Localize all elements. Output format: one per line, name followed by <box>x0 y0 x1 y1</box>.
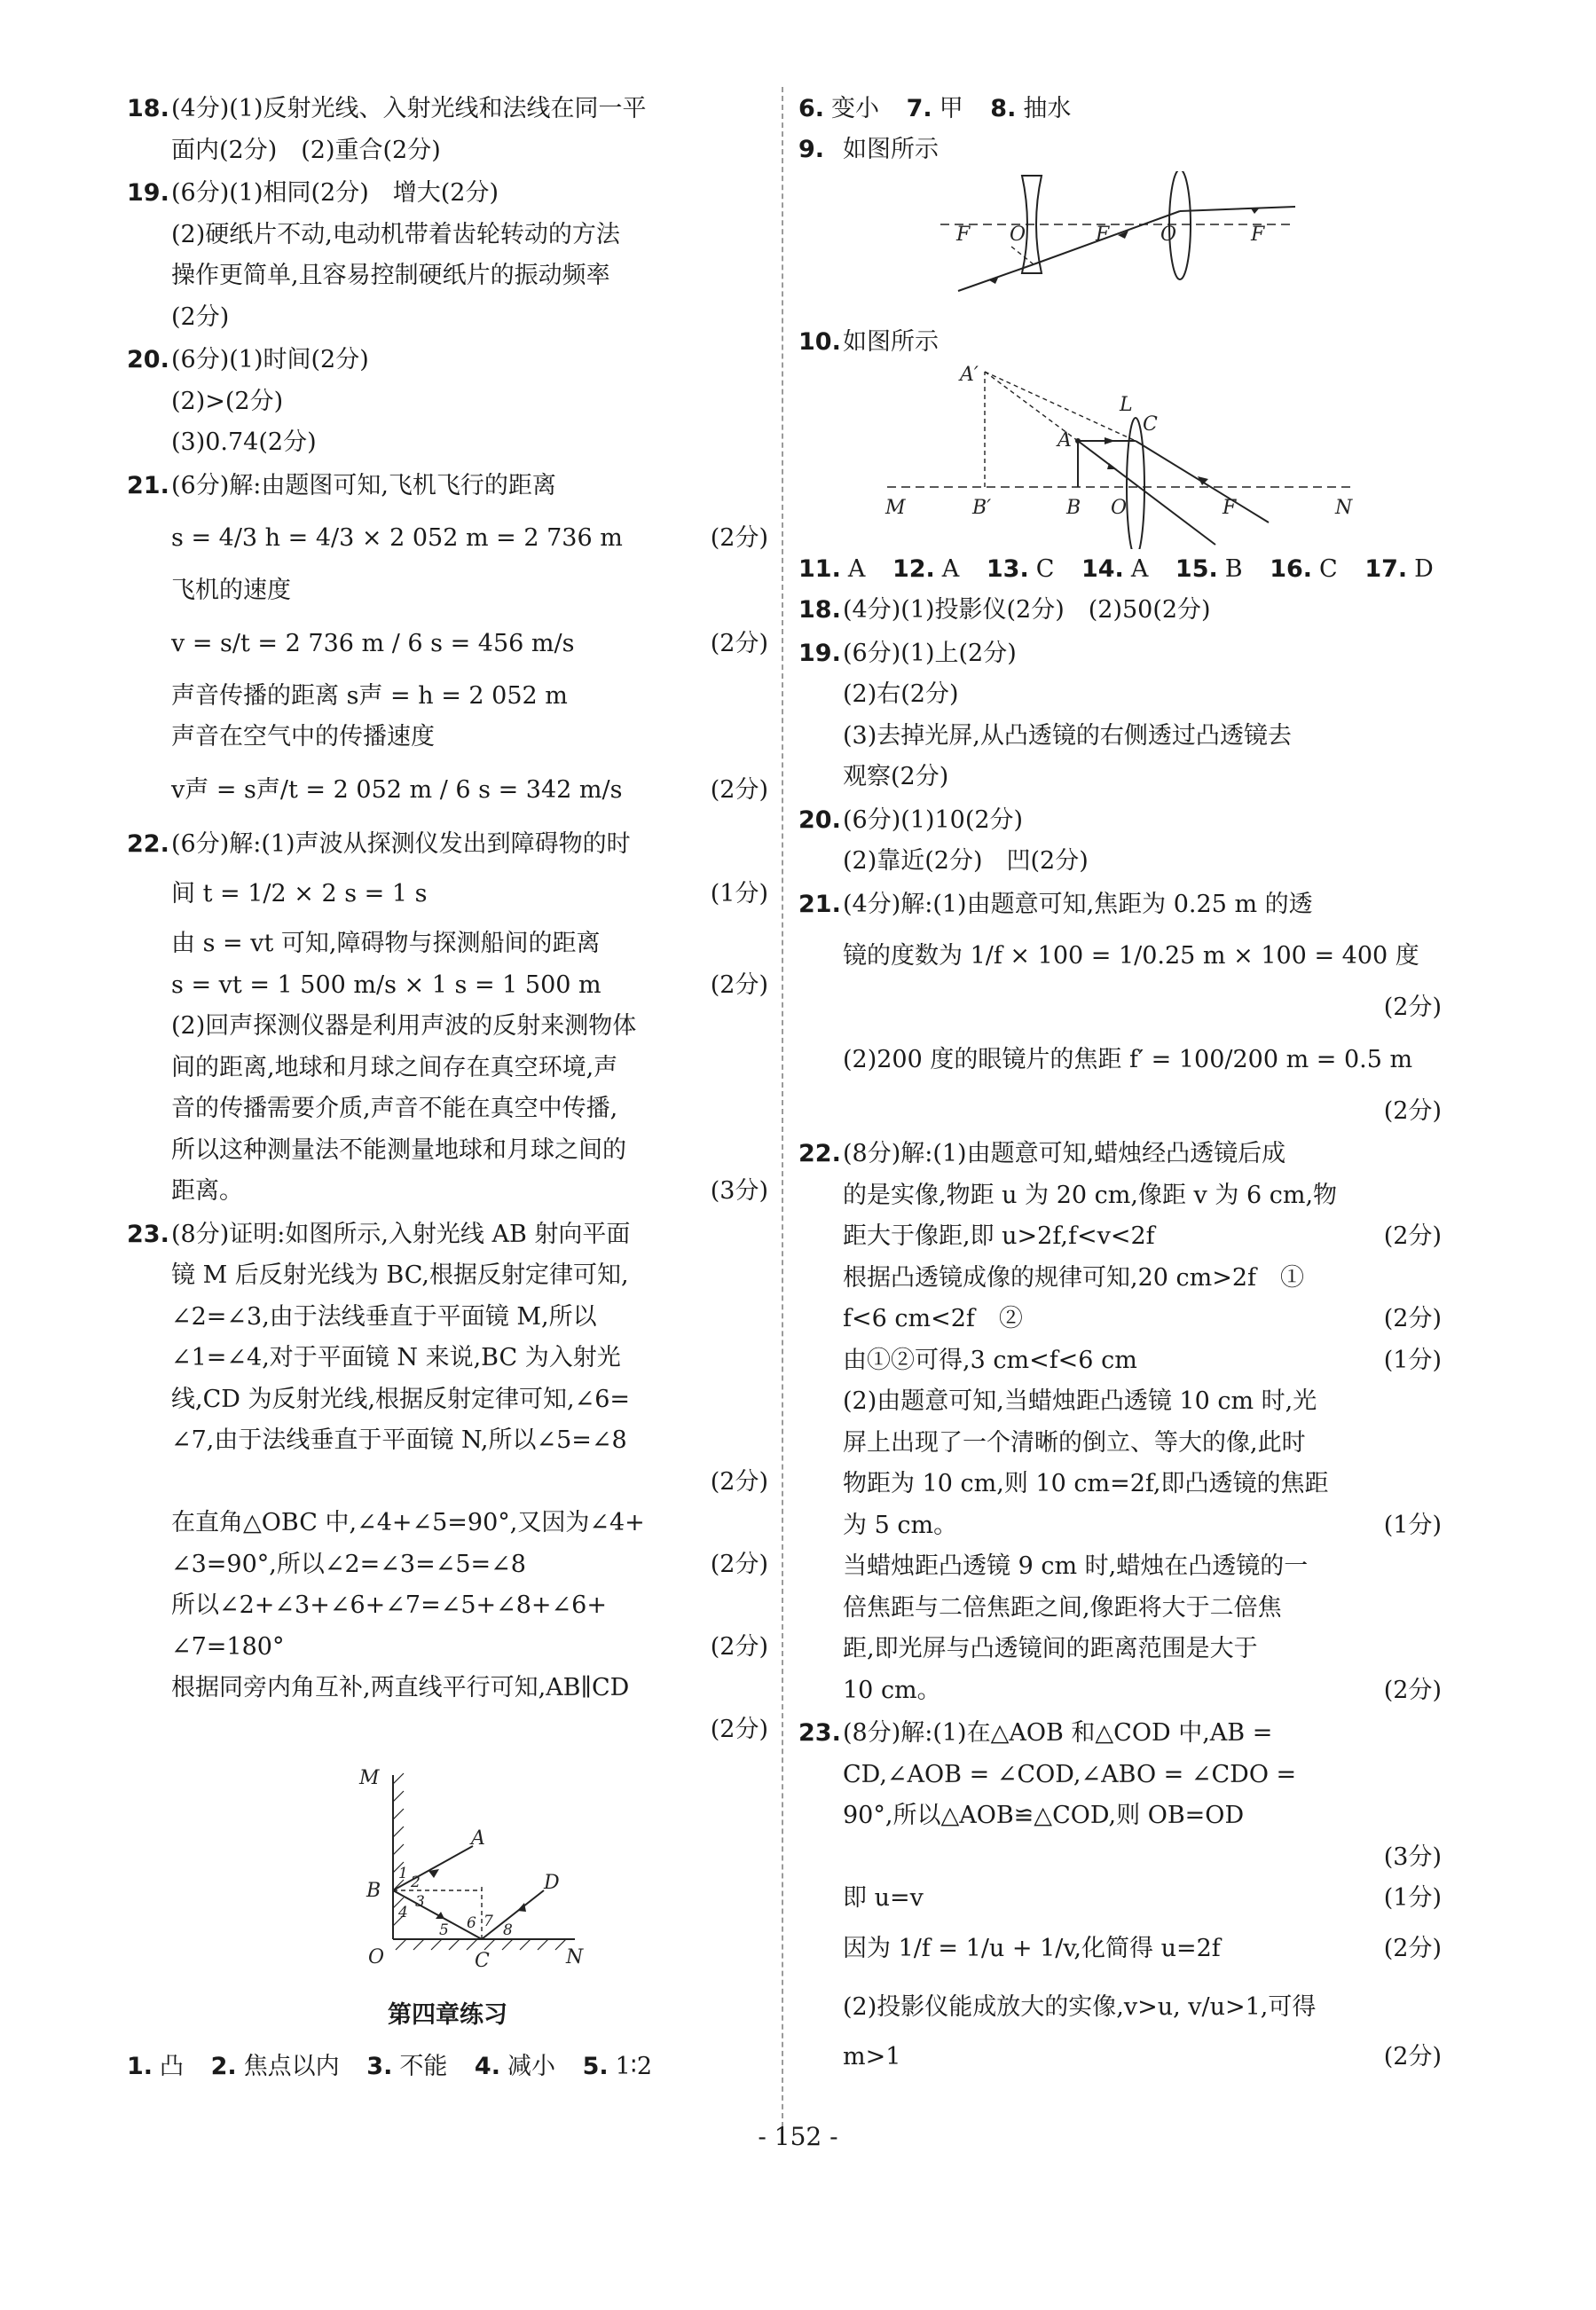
points: (2分) <box>1383 1096 1442 1125</box>
question-number: 23. <box>127 1220 169 1248</box>
points: (2分) <box>710 524 768 552</box>
question-number: 17. <box>1364 555 1408 583</box>
answer-text: 面内(2分) (2)重合(2分) <box>171 136 441 164</box>
mc-answers-11-17 <box>798 549 1442 590</box>
question-number: 11. <box>798 555 841 583</box>
answer-18-left <box>127 89 768 171</box>
answer-text: (6分)解:由题图可知,飞机飞行的距离 <box>171 471 556 499</box>
answer-19-left <box>127 173 768 338</box>
answer: 不能 <box>399 2053 448 2080</box>
angle-1: 1 <box>398 1865 408 1882</box>
answer-text: (6分)解:(1)声波从探测仪发出到障碍物的时 <box>171 829 631 858</box>
label-f: F <box>1251 223 1265 246</box>
points: (2分) <box>710 1550 768 1578</box>
angle-7: 7 <box>484 1913 493 1930</box>
equation: (2)投影仪能成放大的实像,v>u, v/u>1,可得 <box>843 1992 1317 2021</box>
answer-text: 间的距离,地球和月球之间存在真空环境,声 <box>171 1053 618 1081</box>
answer: 减小 <box>507 2053 555 2080</box>
points: (2分) <box>1383 1222 1442 1250</box>
equation: 因为 1/f = 1/u + 1/v,化简得 u=2f <box>843 1934 1221 1962</box>
lens-figure-10 <box>798 363 1442 549</box>
answer-text: ∠2=∠3,由于法线垂直于平面镜 M,所以 <box>171 1302 597 1331</box>
equation: 镜的度数为 1/f × 100 = 1/0.25 m × 100 = 400 度 <box>843 942 1419 970</box>
points: (2分) <box>1383 2042 1442 2070</box>
answer-text: (3)0.74(2分) <box>171 428 317 456</box>
label-b: B <box>366 1880 381 1902</box>
points: (2分) <box>710 1467 768 1496</box>
label-n: N <box>566 1946 584 1968</box>
answer-text: 线,CD 为反射光线,根据反射定律可知,∠6= <box>171 1385 631 1413</box>
answer-text: (8分)解:(1)由题意可知,蜡烛经凸透镜后成 <box>843 1140 1286 1167</box>
answer-text: 所以∠2+∠3+∠6+∠7=∠5+∠8+∠6+ <box>171 1591 607 1619</box>
answer-text: (6分)(1)10(2分) <box>843 805 1024 834</box>
points: (2分) <box>710 1715 768 1743</box>
answer-22-left <box>127 824 768 1213</box>
question-number: 20. <box>127 346 169 373</box>
angle-5: 5 <box>439 1921 449 1939</box>
answer-22-right <box>798 1134 1442 1711</box>
question-number: 2. <box>210 2053 237 2080</box>
label-a: A <box>471 1827 485 1850</box>
answer-20-right <box>798 800 1442 883</box>
question-number: 6. <box>798 95 825 122</box>
answer: 甲 <box>939 95 963 122</box>
answer-text: 倍焦距与二倍焦距之间,像距将大于二倍焦 <box>843 1593 1282 1622</box>
answer-23-left <box>127 1214 768 1751</box>
points: (2分) <box>710 970 768 999</box>
answer-text: (4分)(1)反射光线、入射光线和法线在同一平 <box>171 95 647 122</box>
label-f: F <box>1096 223 1110 246</box>
answer-text: 距,即光屏与凸透镜间的距离范围是大于 <box>843 1635 1258 1662</box>
question-number: 19. <box>127 179 169 207</box>
answer-19-right <box>798 633 1442 798</box>
points: (2分) <box>1383 994 1442 1021</box>
answer-text: 为 5 cm。 <box>843 1511 958 1539</box>
answer-text: 90°,所以△AOB≌△COD,则 OB=OD <box>843 1802 1245 1829</box>
equation: s = 4/3 h = 4/3 × 2 052 m = 2 736 m <box>171 524 623 552</box>
answer-text: 根据凸透镜成像的规律可知,20 cm>2f ① <box>843 1263 1305 1292</box>
question-number: 16. <box>1270 555 1313 583</box>
answer: C <box>1035 555 1055 583</box>
answer: B <box>1224 555 1243 583</box>
answer-text: 由 s = vt 可知,障碍物与探测船间的距离 <box>171 930 601 957</box>
points: (1分) <box>710 880 768 908</box>
answer-23-right <box>798 1713 1442 2078</box>
label-n: N <box>1335 497 1353 519</box>
label-o: O <box>368 1946 385 1968</box>
answer-20-left <box>127 340 768 464</box>
answer-18-right <box>798 590 1442 632</box>
question-number: 8. <box>990 95 1017 122</box>
answer-text: (6分)(1)时间(2分) <box>171 346 369 373</box>
points: (1分) <box>1383 1346 1442 1374</box>
answer-text: 物距为 10 cm,则 10 cm=2f,即凸透镜的焦距 <box>843 1470 1329 1497</box>
answer-text: 即 u=v <box>843 1884 924 1912</box>
label-o: O <box>1111 497 1128 519</box>
angle-8: 8 <box>503 1921 513 1939</box>
points: (2分) <box>1383 1934 1442 1962</box>
answer-text: 声音在空气中的传播速度 <box>171 723 435 750</box>
question-number: 20. <box>798 805 841 834</box>
question-number: 12. <box>892 555 935 583</box>
answer-text: (6分)(1)相同(2分) 增大(2分) <box>171 179 499 207</box>
answer-text: ∠1=∠4,对于平面镜 N 来说,BC 为入射光 <box>171 1344 621 1371</box>
column-divider <box>782 87 783 2145</box>
label-c: C <box>1143 413 1158 436</box>
question-number: 19. <box>798 639 841 667</box>
equation: v声 = s声/t = 2 052 m / 6 s = 342 m/s <box>171 775 623 804</box>
equation: 间 t = 1/2 × 2 s = 1 s <box>171 880 428 908</box>
equation: s = vt = 1 500 m/s × 1 s = 1 500 m <box>171 970 601 999</box>
question-number: 7. <box>906 95 932 122</box>
points: (2分) <box>1383 1305 1442 1332</box>
question-number: 5. <box>582 2053 609 2080</box>
answer-text: CD,∠AOB = ∠COD,∠ABO = ∠CDO = <box>843 1760 1297 1788</box>
answer: D <box>1414 555 1434 583</box>
label-f: F <box>1223 497 1237 519</box>
angle-2: 2 <box>411 1874 421 1891</box>
question-number: 22. <box>127 829 169 858</box>
answer-text: (2)>(2分) <box>171 387 284 415</box>
points: (1分) <box>1383 1884 1442 1912</box>
answer-21-left <box>127 466 768 822</box>
answer-text: (4分)(1)投影仪(2分) (2)50(2分) <box>843 596 1211 624</box>
answer-text: (2)回声探测仪器是利用声波的反射来测物体 <box>171 1012 637 1040</box>
points: (3分) <box>710 1177 768 1205</box>
left-column <box>127 89 768 2087</box>
question-number: 14. <box>1081 555 1124 583</box>
label-a-prime: A′ <box>960 364 979 386</box>
question-number: 1. <box>127 2053 153 2080</box>
answer: 1∶2 <box>615 2053 652 2080</box>
answer: 凸 <box>160 2053 185 2080</box>
angle-3: 3 <box>415 1893 425 1911</box>
mirror-reflection-figure <box>127 1757 768 1988</box>
answer-10-right <box>798 322 1442 364</box>
points: (2分) <box>710 775 768 804</box>
question-number: 15. <box>1175 555 1218 583</box>
lens-figure-9 <box>798 171 1442 322</box>
answer-text: 当蜡烛距凸透镜 9 cm 时,蜡烛在凸透镜的一 <box>843 1552 1309 1580</box>
answer-text: ∠7,由于法线垂直于平面镜 N,所以∠5=∠8 <box>171 1426 627 1454</box>
question-number: 18. <box>127 95 169 122</box>
answer-text: (2)由题意可知,当蜡烛距凸透镜 10 cm 时,光 <box>843 1387 1317 1415</box>
answer-text: 由①②可得,3 cm<f<6 cm <box>843 1346 1137 1374</box>
label-o: O <box>1160 223 1177 246</box>
answer-text: (2)硬纸片不动,电动机带着齿轮转动的方法 <box>171 220 620 248</box>
answer-text: 镜 M 后反射光线为 BC,根据反射定律可知, <box>171 1261 629 1289</box>
mc-answers-1-5 <box>127 2047 768 2087</box>
answer-21-right <box>798 884 1442 1133</box>
page-number: - 152 - <box>758 2122 838 2151</box>
points: (2分) <box>710 1632 768 1661</box>
answer-text: 所以这种测量法不能测量地球和月球之间的 <box>171 1135 626 1164</box>
label-c: C <box>475 1950 490 1972</box>
mc-answers-6-8 <box>798 89 1442 130</box>
answer-text: ∠7=180° <box>171 1632 285 1661</box>
label-b: B <box>1066 497 1081 519</box>
answer-text: 屏上出现了一个清晰的倒立、等大的像,此时 <box>843 1428 1306 1457</box>
question-number: 3. <box>366 2053 393 2080</box>
answer-text: 距离。 <box>171 1177 243 1205</box>
answer-text: 的是实像,物距 u 为 20 cm,像距 v 为 6 cm,物 <box>843 1181 1338 1209</box>
answer-text: 10 cm。 <box>843 1676 941 1704</box>
label-d: D <box>544 1872 560 1894</box>
answer: C <box>1319 555 1338 583</box>
answer-text: (3)去掉光屏,从凸透镜的右侧透过凸透镜去 <box>843 721 1292 750</box>
answer: A <box>847 555 866 583</box>
label-o: O <box>1010 223 1026 246</box>
chapter-title: 第四章练习 <box>388 2001 507 2029</box>
question-number: 21. <box>798 890 841 918</box>
answer: 焦点以内 <box>243 2053 340 2080</box>
equation: (2)200 度的眼镜片的焦距 f′ = 100/200 m = 0.5 m <box>843 1045 1413 1073</box>
answer-text: (2)靠近(2分) 凹(2分) <box>843 847 1089 875</box>
answer-text: 距大于像距,即 u>2f,f<v<2f <box>843 1222 1155 1250</box>
answer-text: (8分)解:(1)在△AOB 和△COD 中,AB = <box>843 1719 1273 1747</box>
answer-text: 操作更简单,且容易控制硬纸片的振动频率 <box>171 262 610 289</box>
answer-text: f<6 cm<2f ② <box>843 1305 1023 1332</box>
answer-text: 观察(2分) <box>843 763 949 790</box>
points: (1分) <box>1383 1511 1442 1539</box>
points: (3分) <box>1383 1842 1442 1871</box>
question-number: 4. <box>474 2053 500 2080</box>
question-number: 23. <box>798 1719 841 1747</box>
answer-text: 声音传播的距离 s声 = h = 2 052 m <box>171 681 568 710</box>
equation: v = s/t = 2 736 m / 6 s = 456 m/s <box>171 629 575 657</box>
answer: A <box>1130 555 1149 583</box>
answer-text: 如图所示 <box>843 327 939 356</box>
answer: 抽水 <box>1023 95 1072 122</box>
label-m: M <box>359 1767 380 1789</box>
answer-text: 在直角△OBC 中,∠4+∠5=90°,又因为∠4+ <box>171 1509 645 1536</box>
answer: 变小 <box>831 95 880 122</box>
answer-text: (2)右(2分) <box>843 680 959 708</box>
answer-text: (4分)解:(1)由题意可知,焦距为 0.25 m 的透 <box>843 890 1313 918</box>
answer-9-right <box>798 130 1442 171</box>
answer-text: (6分)(1)上(2分) <box>843 639 1017 667</box>
angle-6: 6 <box>467 1914 476 1932</box>
angle-4: 4 <box>398 1904 408 1921</box>
answer-text: 飞机的速度 <box>171 577 291 604</box>
label-f: F <box>956 223 971 246</box>
answer-text: m>1 <box>843 2042 901 2070</box>
question-number: 18. <box>798 596 841 624</box>
question-number: 10. <box>798 327 841 356</box>
answer: A <box>941 555 960 583</box>
points: (2分) <box>1383 1676 1442 1704</box>
right-column <box>798 89 1442 2079</box>
points: (2分) <box>710 629 768 657</box>
answer-text: 如图所示 <box>843 136 939 163</box>
question-number: 13. <box>986 555 1029 583</box>
question-number: 9. <box>798 136 825 163</box>
question-number: 22. <box>798 1140 841 1167</box>
answer-text: 音的传播需要介质,声音不能在真空中传播, <box>171 1095 618 1122</box>
answer-text: ∠3=90°,所以∠2=∠3=∠5=∠8 <box>171 1550 526 1578</box>
answer-text: (2分) <box>171 302 230 331</box>
question-number: 21. <box>127 471 169 499</box>
label-m: M <box>885 497 906 519</box>
answer-text: (8分)证明:如图所示,入射光线 AB 射向平面 <box>171 1220 631 1248</box>
answer-text: 根据同旁内角互补,两直线平行可知,AB∥CD <box>171 1674 630 1701</box>
label-a: A <box>1057 429 1072 452</box>
label-l: L <box>1120 394 1133 416</box>
label-b-prime: B′ <box>972 497 992 519</box>
